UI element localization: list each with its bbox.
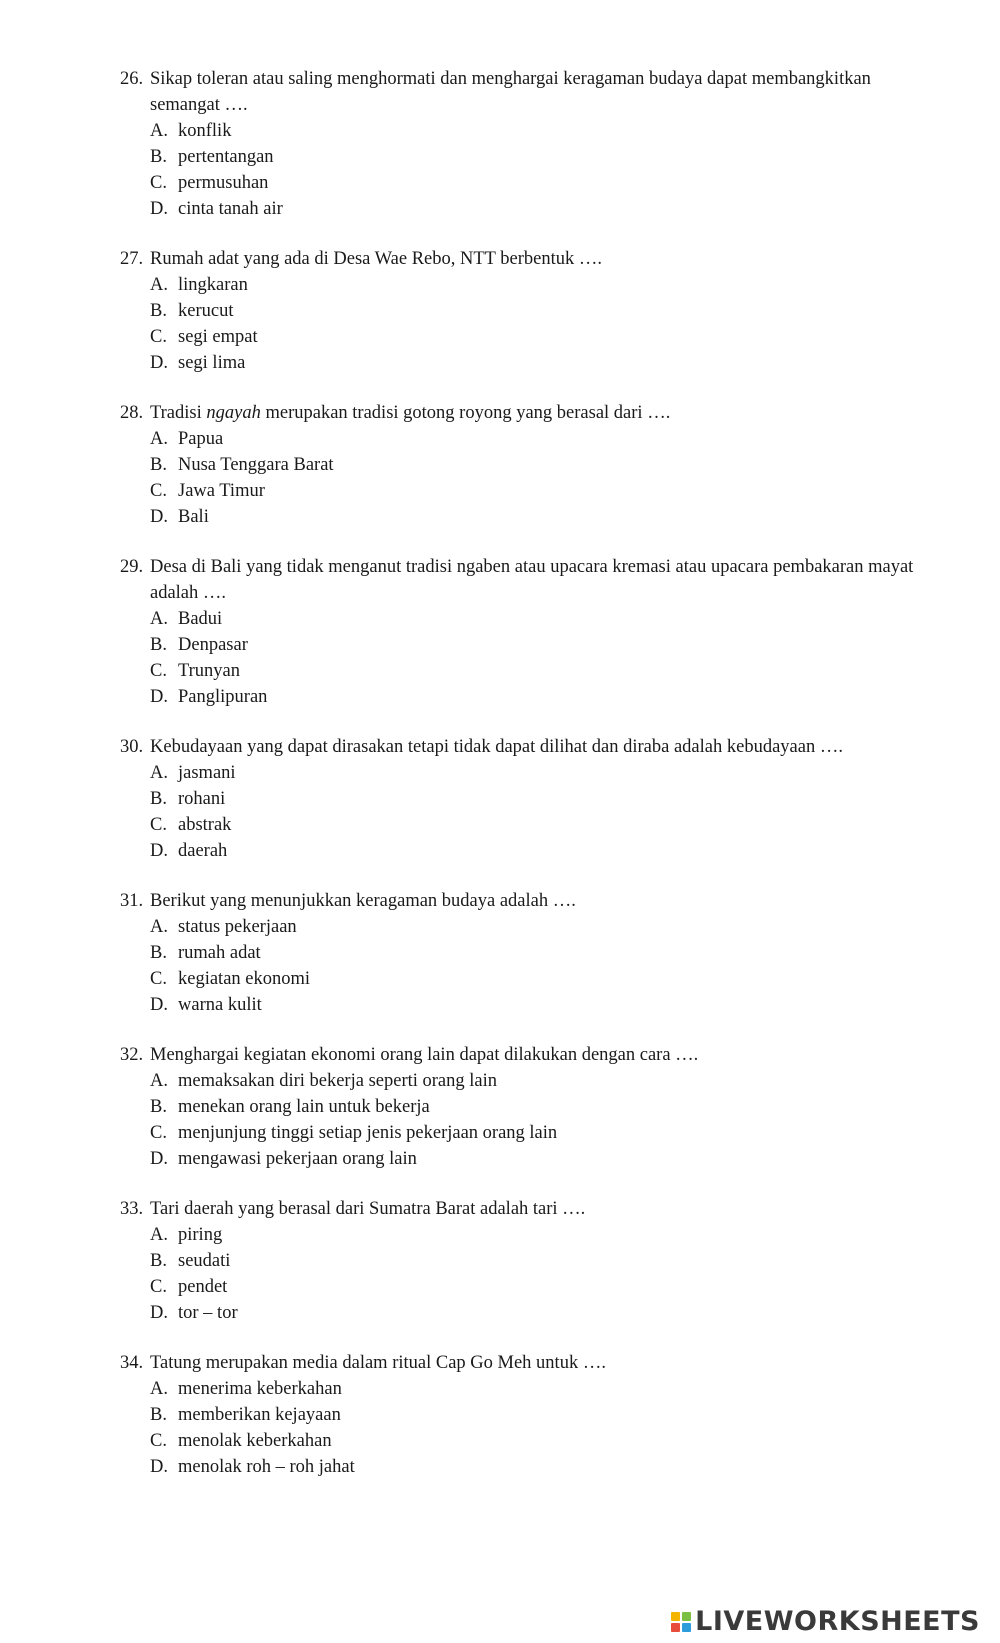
option-text: lingkaran bbox=[178, 275, 248, 295]
option-a bbox=[150, 1376, 920, 1402]
option-a bbox=[150, 426, 920, 452]
option-letter: C. bbox=[150, 661, 167, 681]
option-a bbox=[150, 760, 920, 786]
option-b bbox=[150, 1402, 920, 1428]
option-a bbox=[150, 118, 920, 144]
option-text: tor – tor bbox=[178, 1303, 238, 1323]
question-33 bbox=[120, 1196, 920, 1326]
option-c bbox=[150, 1428, 920, 1454]
option-d bbox=[150, 196, 920, 222]
option-letter: A. bbox=[150, 1225, 168, 1245]
option-letter: B. bbox=[150, 1405, 167, 1425]
option-letter: D. bbox=[150, 995, 168, 1015]
logo-square-2 bbox=[682, 1612, 691, 1621]
option-letter: B. bbox=[150, 147, 167, 167]
option-c bbox=[150, 812, 920, 838]
question-number: 31. bbox=[120, 891, 144, 911]
option-d bbox=[150, 350, 920, 376]
logo-grid-icon bbox=[671, 1612, 691, 1632]
option-letter: D. bbox=[150, 353, 168, 373]
option-d bbox=[150, 992, 920, 1018]
question-number: 27. bbox=[120, 249, 144, 269]
option-text: cinta tanah air bbox=[178, 199, 283, 219]
question-list bbox=[120, 66, 920, 1504]
logo-square-1 bbox=[671, 1612, 680, 1621]
option-c bbox=[150, 478, 920, 504]
option-letter: B. bbox=[150, 1251, 167, 1271]
option-text: menjunjung tinggi setiap jenis pekerjaan orang lain bbox=[178, 1123, 558, 1143]
question-text: Sikap toleran atau saling menghormati dan menghargai keragaman budaya dapat membangkitkan semangat …. bbox=[150, 69, 871, 115]
option-text: menolak keberkahan bbox=[178, 1431, 332, 1451]
question-text: Tari daerah yang berasal dari Sumatra Barat adalah tari …. bbox=[150, 1199, 586, 1219]
question-26 bbox=[120, 66, 920, 222]
option-b bbox=[150, 632, 920, 658]
option-letter: B. bbox=[150, 1097, 167, 1117]
option-letter: C. bbox=[150, 173, 167, 193]
option-letter: B. bbox=[150, 301, 167, 321]
option-letter: B. bbox=[150, 635, 167, 655]
question-text: Tatung merupakan media dalam ritual Cap Go Meh untuk …. bbox=[150, 1353, 606, 1373]
option-letter: C. bbox=[150, 1277, 167, 1297]
option-d bbox=[150, 1300, 920, 1326]
option-a bbox=[150, 606, 920, 632]
option-letter: A. bbox=[150, 275, 168, 295]
option-text: memaksakan diri bekerja seperti orang lain bbox=[178, 1071, 497, 1091]
option-letter: B. bbox=[150, 455, 167, 475]
question-30 bbox=[120, 734, 920, 864]
option-letter: C. bbox=[150, 327, 167, 347]
question-number: 33. bbox=[120, 1199, 144, 1219]
option-b bbox=[150, 940, 920, 966]
option-text: Badui bbox=[178, 609, 223, 629]
question-31 bbox=[120, 888, 920, 1018]
question-29 bbox=[120, 554, 920, 710]
option-letter: B. bbox=[150, 789, 167, 809]
question-text: Rumah adat yang ada di Desa Wae Rebo, NTT berbentuk …. bbox=[150, 249, 602, 269]
liveworksheets-logo bbox=[671, 1606, 980, 1637]
option-c bbox=[150, 966, 920, 992]
option-letter: D. bbox=[150, 507, 168, 527]
option-d bbox=[150, 504, 920, 530]
option-text: rohani bbox=[178, 789, 226, 809]
option-b bbox=[150, 452, 920, 478]
question-text: Menghargai kegiatan ekonomi orang lain dapat dilakukan dengan cara …. bbox=[150, 1045, 699, 1065]
question-text-part: Tradisi bbox=[150, 403, 207, 423]
option-a bbox=[150, 272, 920, 298]
option-text: Nusa Tenggara Barat bbox=[178, 455, 334, 475]
option-letter: D. bbox=[150, 1149, 168, 1169]
question-32 bbox=[120, 1042, 920, 1172]
option-text: warna kulit bbox=[178, 995, 262, 1015]
option-letter: D. bbox=[150, 199, 168, 219]
option-d bbox=[150, 1146, 920, 1172]
logo-text: LIVEWORKSHEETS bbox=[695, 1606, 980, 1637]
question-text: Kebudayaan yang dapat dirasakan tetapi tidak dapat dilihat dan diraba adalah kebudayaan …. bbox=[150, 737, 843, 757]
option-d bbox=[150, 684, 920, 710]
option-text: menerima keberkahan bbox=[178, 1379, 342, 1399]
option-text: menekan orang lain untuk bekerja bbox=[178, 1097, 430, 1117]
option-b bbox=[150, 1094, 920, 1120]
option-text: menolak roh – roh jahat bbox=[178, 1457, 355, 1477]
option-text: memberikan kejayaan bbox=[178, 1405, 341, 1425]
option-letter: A. bbox=[150, 429, 168, 449]
option-text: kerucut bbox=[178, 301, 234, 321]
option-b bbox=[150, 144, 920, 170]
question-number: 30. bbox=[120, 737, 144, 757]
question-text: Desa di Bali yang tidak menganut tradisi ngaben atau upacara kremasi atau upacara pembakaran mayat adalah …. bbox=[150, 557, 914, 603]
option-a bbox=[150, 1222, 920, 1248]
option-a bbox=[150, 1068, 920, 1094]
question-number: 32. bbox=[120, 1045, 144, 1065]
question-text bbox=[150, 400, 920, 426]
option-d bbox=[150, 1454, 920, 1480]
option-text: Bali bbox=[178, 507, 209, 527]
option-d bbox=[150, 838, 920, 864]
option-text: Trunyan bbox=[178, 661, 241, 681]
option-letter: C. bbox=[150, 815, 167, 835]
option-letter: A. bbox=[150, 121, 168, 141]
option-letter: C. bbox=[150, 969, 167, 989]
option-text: Papua bbox=[178, 429, 224, 449]
question-34 bbox=[120, 1350, 920, 1480]
option-letter: B. bbox=[150, 943, 167, 963]
option-text: pendet bbox=[178, 1277, 228, 1297]
question-28 bbox=[120, 400, 920, 530]
option-text: mengawasi pekerjaan orang lain bbox=[178, 1149, 417, 1169]
question-number: 26. bbox=[120, 69, 144, 89]
option-c bbox=[150, 324, 920, 350]
option-text: segi lima bbox=[178, 353, 246, 373]
logo-square-3 bbox=[671, 1623, 680, 1632]
option-text: jasmani bbox=[178, 763, 236, 783]
option-letter: A. bbox=[150, 609, 168, 629]
option-b bbox=[150, 1248, 920, 1274]
option-letter: D. bbox=[150, 841, 168, 861]
question-number: 29. bbox=[120, 557, 144, 577]
option-text: daerah bbox=[178, 841, 228, 861]
option-text: piring bbox=[178, 1225, 223, 1245]
option-letter: D. bbox=[150, 1457, 168, 1477]
option-c bbox=[150, 1274, 920, 1300]
option-c bbox=[150, 1120, 920, 1146]
question-number: 34. bbox=[120, 1353, 144, 1373]
option-text: rumah adat bbox=[178, 943, 261, 963]
option-letter: A. bbox=[150, 1379, 168, 1399]
question-text-part: merupakan tradisi gotong royong yang berasal dari …. bbox=[260, 403, 671, 423]
option-text: konflik bbox=[178, 121, 232, 141]
option-letter: A. bbox=[150, 917, 168, 937]
option-b bbox=[150, 298, 920, 324]
option-letter: C. bbox=[150, 1431, 167, 1451]
option-letter: C. bbox=[150, 481, 167, 501]
option-text: segi empat bbox=[178, 327, 258, 347]
option-b bbox=[150, 786, 920, 812]
question-text: Berikut yang menunjukkan keragaman budaya adalah …. bbox=[150, 891, 576, 911]
question-number: 28. bbox=[120, 403, 144, 423]
option-letter: D. bbox=[150, 687, 168, 707]
option-letter: D. bbox=[150, 1303, 168, 1323]
italic-term: ngayah bbox=[206, 403, 261, 423]
option-letter: A. bbox=[150, 763, 168, 783]
option-text: Jawa Timur bbox=[178, 481, 265, 501]
option-text: Panglipuran bbox=[178, 687, 268, 707]
option-text: Denpasar bbox=[178, 635, 248, 655]
logo-square-4 bbox=[682, 1623, 691, 1632]
option-text: abstrak bbox=[178, 815, 232, 835]
option-c bbox=[150, 658, 920, 684]
option-text: pertentangan bbox=[178, 147, 274, 167]
option-text: seudati bbox=[178, 1251, 231, 1271]
option-text: status pekerjaan bbox=[178, 917, 297, 937]
option-text: kegiatan ekonomi bbox=[178, 969, 311, 989]
option-c bbox=[150, 170, 920, 196]
question-27 bbox=[120, 246, 920, 376]
option-letter: C. bbox=[150, 1123, 167, 1143]
option-text: permusuhan bbox=[178, 173, 269, 193]
option-letter: A. bbox=[150, 1071, 168, 1091]
option-a bbox=[150, 914, 920, 940]
